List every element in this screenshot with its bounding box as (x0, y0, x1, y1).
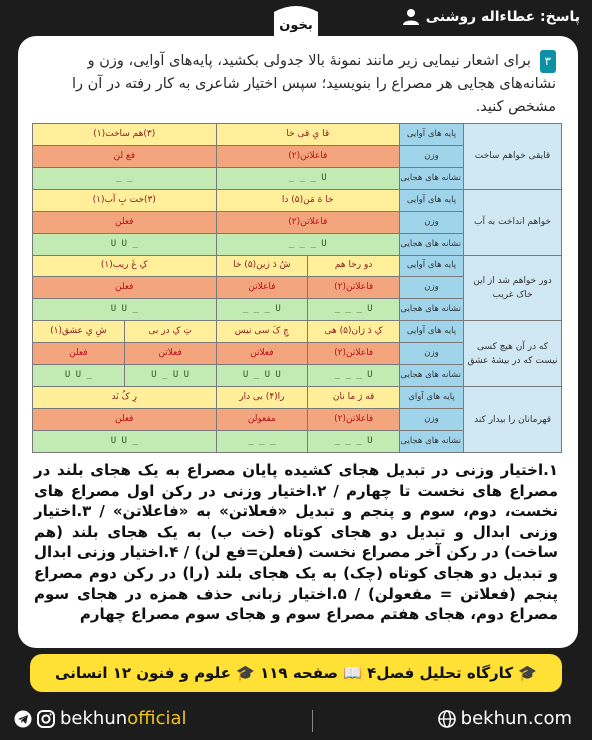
syllable-cell: دو رخا هم (308, 255, 400, 277)
marks-cell: U _ U U (216, 365, 308, 387)
label-marks: نشانه های هجایی (400, 233, 464, 255)
website-link[interactable] (438, 708, 572, 729)
marks-cell: _ _ _ (216, 430, 308, 452)
footer-divider (312, 710, 313, 732)
syllable-cell: کِ دَ رَان(۵) هی (308, 321, 400, 343)
syllable-cell: (۳)خت بِ آب(۱) (33, 189, 217, 211)
label-meter: وزن (400, 408, 464, 430)
syllable-cell: خا هَ مَن(۵) دا (216, 189, 400, 211)
banner-workshop: کارگاه تحلیل فصل (376, 664, 514, 682)
label-syllables: پایه های آوای (400, 387, 464, 409)
label-marks: نشانه های هجایی (400, 430, 464, 452)
marks-cell: _ U U (33, 365, 125, 387)
marks-cell: U _ _ _ (308, 365, 400, 387)
meter-cell: فاعلاتن(۲) (308, 343, 400, 365)
syllable-cell: قا یِ قی خا (216, 124, 400, 146)
label-marks: نشانه های هجایی (400, 365, 464, 387)
label-marks: نشانه های هجایی (400, 299, 464, 321)
meter-cell: فعلن (33, 408, 217, 430)
verse-4: که در آن هیچ کسی نیست که در بیشهٔ عشق (464, 321, 562, 387)
label-meter: وزن (400, 145, 464, 167)
marks-cell: U _ U U (124, 365, 216, 387)
meter-cell: فع لن (33, 145, 217, 167)
label-meter: وزن (400, 211, 464, 233)
syllable-cell: شِ یِ عشق(۱) (33, 321, 125, 343)
syllable-cell: (۳)هم ساخت(۱) (33, 124, 217, 146)
book-icon: 📖 (343, 664, 362, 682)
meter-cell: فاعلاتن(۲) (308, 408, 400, 430)
verse-2: خواهم انداخت به آب (464, 189, 562, 255)
banner-page: صفحه ۱۱۹ (260, 664, 339, 682)
marks-cell: _ U U (33, 299, 217, 321)
handle-main: bekhun (60, 708, 128, 729)
verse-3: دور خواهم شد از این خاک غریب (464, 255, 562, 321)
meter-cell: فاعلاتن(۲) (216, 145, 400, 167)
globe-icon (438, 710, 456, 728)
meter-cell: فاعلاتن(۲) (216, 211, 400, 233)
label-meter: وزن (400, 343, 464, 365)
marks-cell: _ U U (33, 430, 217, 452)
meter-cell: مفعولن (216, 408, 308, 430)
social-handle[interactable] (14, 708, 187, 729)
marks-cell: _ _ (33, 167, 217, 189)
syllable-cell: قه رَ ما نان (308, 387, 400, 409)
label-syllables: پایه های آوایی (400, 189, 464, 211)
label-meter: وزن (400, 277, 464, 299)
banner-chapter: ۴ (367, 664, 377, 682)
marks-cell: _ U U (33, 233, 217, 255)
syllable-cell: چِ کَ سی نیس (216, 321, 308, 343)
question-block (36, 50, 556, 119)
question-number: ۳ (540, 50, 556, 73)
verse-1: قایقی خواهم ساخت (464, 124, 562, 190)
syllable-cell: تِ کِ در بی (124, 321, 216, 343)
label-syllables: پایه های آوایی (400, 321, 464, 343)
meter-cell: فعلاتن (124, 343, 216, 365)
syllable-cell: شُ دَ زین(۵) خا (216, 255, 308, 277)
banner-subject: علوم و فنون ۱۲ انسانی (55, 664, 231, 682)
top-bar (0, 0, 592, 40)
label-marks: نشانه های هجایی (400, 167, 464, 189)
graduate-icon: 🎓 (518, 664, 537, 682)
telegram-icon[interactable] (14, 710, 32, 728)
meter-cell: فعلن (33, 211, 217, 233)
syllable-cell: کِ غَ ریب(۱) (33, 255, 217, 277)
marks-cell: U _ _ _ (308, 430, 400, 452)
meter-cell: فعلاتن (216, 343, 308, 365)
footer-bar (0, 700, 592, 740)
syllable-cell: رِ کُ نَد (33, 387, 217, 409)
marks-cell: U _ _ _ (308, 299, 400, 321)
marks-cell: U _ _ _ (216, 167, 400, 189)
label-syllables: پایه های آوایی (400, 124, 464, 146)
meter-cell: فعلن (33, 277, 217, 299)
poetry-table (32, 123, 562, 453)
syllable-cell: را(۴) بی دار (216, 387, 308, 409)
answer-paragraph: ۱.اختیار وزنی در تبدیل هجای کشیده پایان مصراع به یک هجای بلند در مصراع های نخست تا چهارم / ۲.اختیار وزنی در رکن اول مصراع های نخست، دوم، سوم و پنجم و تبدیل «فعلاتن» به «فاعلاتن» / ۳.اختیار وزنی ابدال و تبدیل دو هجای کوتاه (خت ب) به یک هجای بلند (هم ساخت) در رکن آخر مصراع نخست (فعلن=فع لن) / ۴.اختیار وزنی ابدال و تبدیل دو هجای کوتاه (چک) به یک هجای بلند (را) در رکن دوم مصراع پنجم (فعلاتن = مفعولن) / ۵.اختیار زبانی حذف همزه در هجای سوم مصراع دوم، هجای هفتم مصراع سوم و هجای سوم مصراع چهارم (34, 461, 559, 624)
meter-cell: فعلن (33, 343, 125, 365)
website-text: bekhun.com (460, 708, 572, 729)
question-text: برای اشعار نیمایی زیر مانند نمونهٔ بالا جدولی بکشید، پایه‌های آوایی، وزن و نشانه‌های هجایی هر مصراع را بنویسید؛ سپس اختیار شاعری به کار رفته در آن را مشخص کنید. (72, 53, 556, 115)
logo-text: بخون (279, 18, 313, 33)
marks-cell: U _ _ _ (216, 233, 400, 255)
handle-accent: official (127, 708, 187, 729)
meter-cell: فاعلاتن (216, 277, 308, 299)
verse-5: قهرمانان را بیدار کند (464, 387, 562, 453)
content-card (18, 36, 578, 648)
marks-cell: U _ _ _ (216, 299, 308, 321)
user-icon (402, 8, 420, 26)
instagram-icon[interactable] (37, 710, 55, 728)
chapter-banner (30, 654, 562, 692)
answer-credit (402, 8, 580, 26)
label-syllables: پایه های آوایی (400, 255, 464, 277)
graduate-icon: 🎓 (236, 664, 255, 682)
meter-cell: فاعلاتن(۲) (308, 277, 400, 299)
answer-credit-text: پاسخ: عطاءاله روشنی (425, 9, 580, 25)
